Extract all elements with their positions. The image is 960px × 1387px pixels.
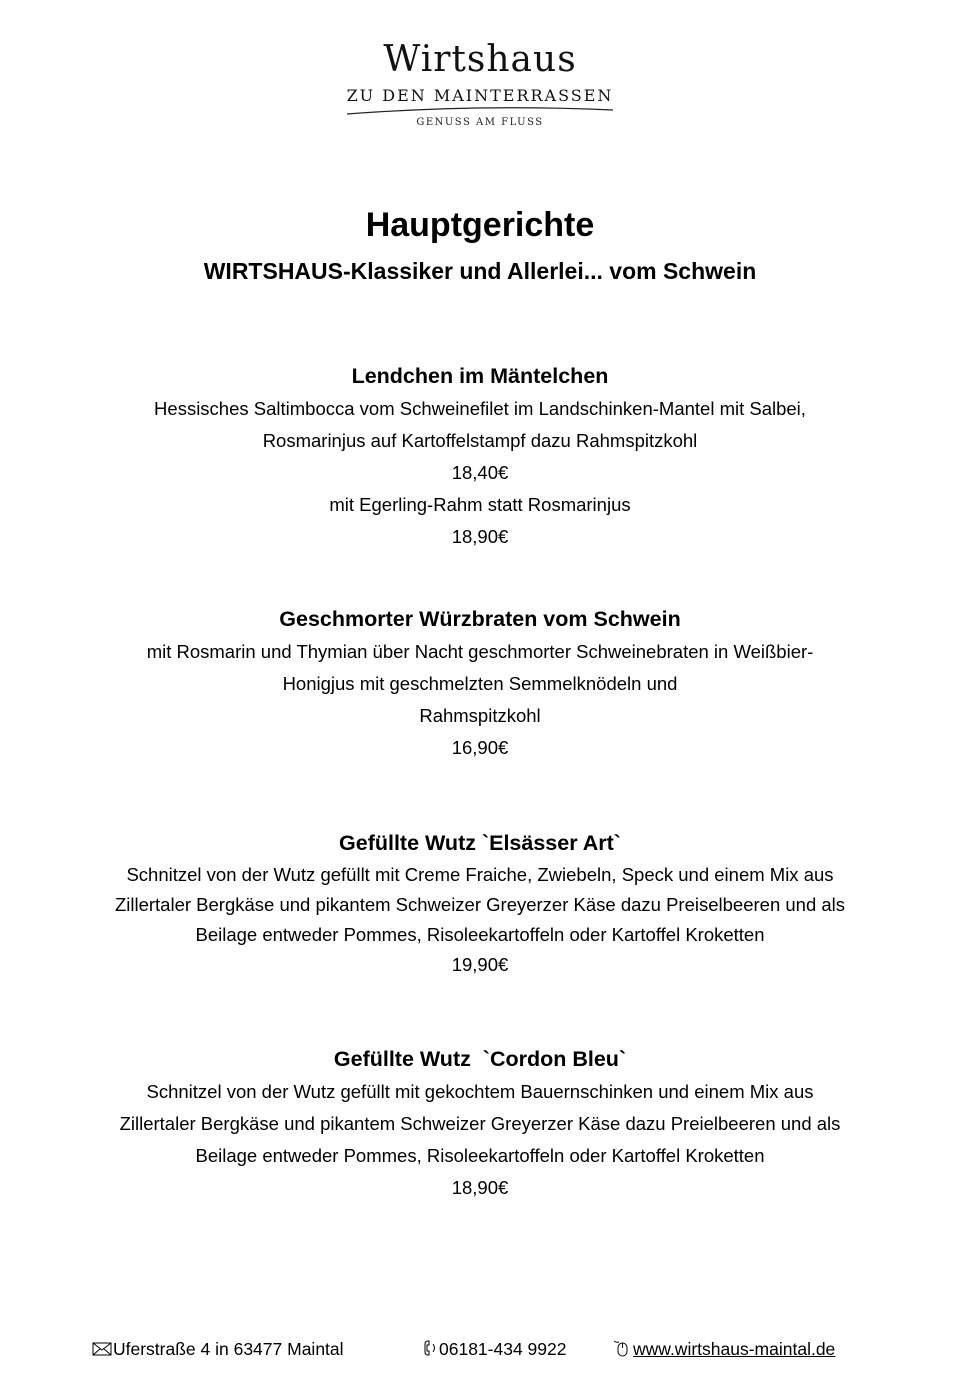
page-title: Hauptgerichte xyxy=(365,206,595,244)
logo-main-text: Wirtshaus xyxy=(383,39,577,80)
dish-name: Lendchen im Mäntelchen xyxy=(351,364,609,388)
dish-price: 19,90€ xyxy=(451,954,509,975)
dish-description: Rosmarinjus auf Kartoffelstampf dazu Rahmspitzkohl xyxy=(262,430,698,451)
dish-price: 18,90€ xyxy=(451,1177,509,1198)
dish-item xyxy=(20,359,940,553)
logo-tagline: GENUSS AM FLUSS xyxy=(416,117,544,128)
footer xyxy=(0,1336,960,1362)
footer-website xyxy=(612,1336,835,1362)
page-subtitle: WIRTSHAUS-Klassiker und Allerlei... vom Schwein xyxy=(203,258,757,284)
dish-description: Zillertaler Bergkäse und pikantem Schweizer Greyerzer Käse dazu Preielbeeren und als xyxy=(119,1113,841,1134)
dish-price: 18,40€ xyxy=(451,462,509,483)
dish-item xyxy=(20,602,940,764)
dish-name: Geschmorter Würzbraten vom Schwein xyxy=(279,607,681,631)
dish-name: Gefüllte Wutz `Cordon Bleu` xyxy=(333,1047,627,1071)
dish-name: Gefüllte Wutz `Elsässer Art` xyxy=(339,831,621,855)
phone-icon xyxy=(424,1339,438,1357)
dish-description: Schnitzel von der Wutz gefüllt mit gekochtem Bauernschinken und einem Mix aus xyxy=(146,1081,814,1102)
dish-option: mit Egerling-Rahm statt Rosmarinjus xyxy=(329,494,631,515)
footer-address xyxy=(92,1336,344,1362)
dish-price: 18,90€ xyxy=(451,526,509,547)
footer-phone xyxy=(424,1336,566,1362)
dish-description: Beilage entweder Pommes, Risoleekartoffeln oder Kartoffel Kroketten xyxy=(195,1145,765,1166)
dish-description: Schnitzel von der Wutz gefüllt mit Creme Fraiche, Zwiebeln, Speck und einem Mix aus xyxy=(126,864,834,885)
dish-description: Hessisches Saltimbocca vom Schweinefilet im Landschinken-Mantel mit Salbei, xyxy=(154,398,806,419)
website-link[interactable]: www.wirtshaus-maintal.de xyxy=(633,1339,836,1359)
dish-description: mit Rosmarin und Thymian über Nacht geschmorter Schweinebraten in Weißbier- xyxy=(146,641,814,662)
phone-text: 06181-434 9922 xyxy=(439,1339,567,1359)
dish-description: Honigjus mit geschmelzten Semmelknödeln und xyxy=(282,673,678,694)
dish-description: Zillertaler Bergkäse und pikantem Schweizer Greyerzer Käse dazu Preiselbeeren und als xyxy=(114,894,846,915)
envelope-icon xyxy=(92,1341,112,1357)
mouse-icon xyxy=(612,1339,632,1357)
dish-price: 16,90€ xyxy=(451,737,509,758)
restaurant-logo xyxy=(340,36,620,136)
address-text: Uferstraße 4 in 63477 Maintal xyxy=(113,1339,344,1359)
dish-description: Rahmspitzkohl xyxy=(419,705,541,726)
dish-item xyxy=(20,826,940,980)
logo-sub-text: ZU DEN MAINTERRASSEN xyxy=(346,86,614,105)
dish-description: Beilage entweder Pommes, Risoleekartoffeln oder Kartoffel Kroketten xyxy=(195,924,765,945)
logo-swoosh xyxy=(345,106,615,116)
dish-item xyxy=(20,1042,940,1204)
